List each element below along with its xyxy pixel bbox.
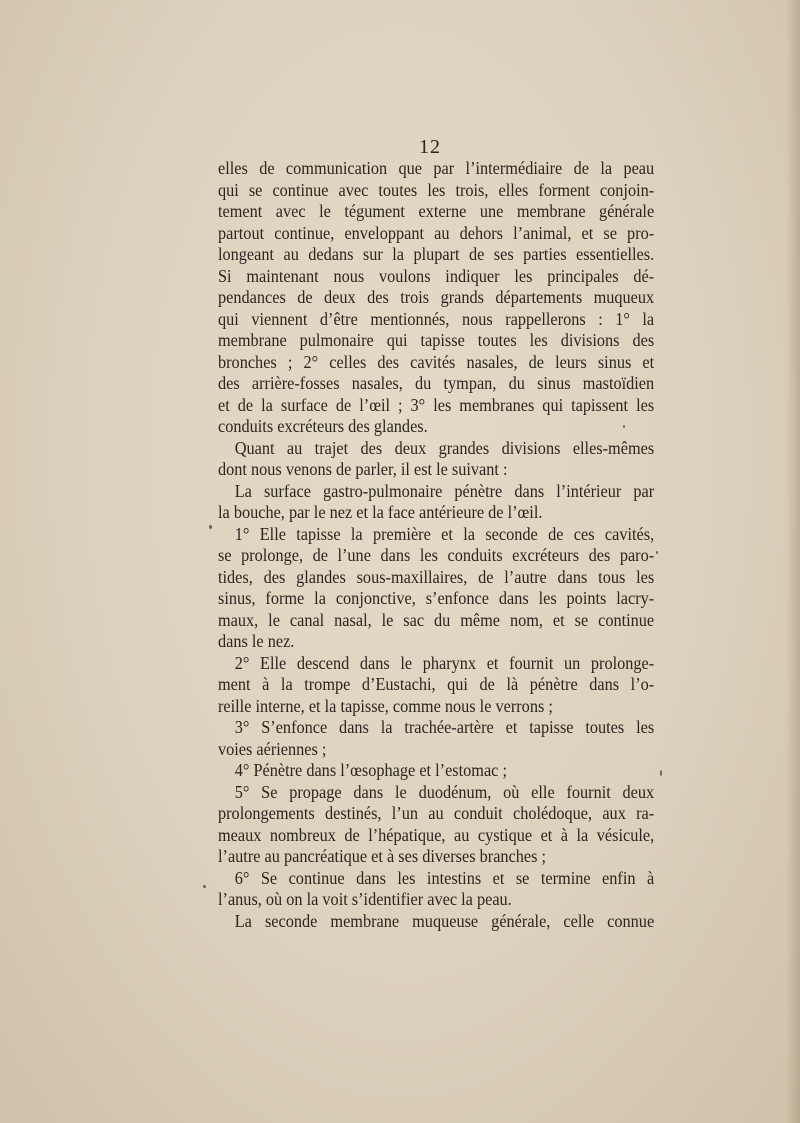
- page-edge-shadow: [786, 0, 800, 1123]
- text-line: 2° Elle descend dans le pharynx et fournit un prolonge-: [234, 652, 655, 673]
- body-text: [218, 158, 655, 932]
- text-line: la bouche, par le nez et la face antérieure de l’œil.: [218, 502, 543, 522]
- paper-speck: [623, 425, 625, 428]
- text-line: dans le nez.: [218, 631, 295, 651]
- text-line: ment à la trompe d’Eustachi, qui de là pénètre dans l’o-: [218, 674, 655, 694]
- text-line: qui viennent d’être mentionnés, nous rappellerons : 1° la: [218, 308, 655, 329]
- text-line: Si maintenant nous voulons indiquer les principales dé-: [218, 265, 655, 286]
- text-line: voies aériennes ;: [218, 738, 327, 759]
- paper-speck: [203, 885, 206, 888]
- text-line: conduits excréteurs des glandes.: [218, 416, 428, 436]
- text-line: l’autre au pancréatique et à ses diverses branches ;: [218, 846, 547, 866]
- text-line: 1° Elle tapisse la première et la seconde de ces cavités,: [234, 523, 655, 544]
- text-line: et de la surface de l’œil ; 3° les membranes qui tapissent les: [218, 394, 655, 415]
- text-line: elles de communication que par l’intermédiaire de la peau: [218, 158, 655, 178]
- text-line: se prolonge, de l’une dans les conduits excréteurs des paro-: [218, 545, 655, 565]
- text-line: 3° S’enfonce dans la trachée-artère et tapisse toutes les: [234, 717, 655, 737]
- text-line: reille interne, et la tapisse, comme nous le verrons ;: [218, 695, 553, 716]
- text-line: dont nous venons de parler, il est le suivant :: [218, 459, 508, 479]
- paper-speck: [660, 770, 662, 776]
- text-line: partout continue, enveloppant au dehors l’animal, et se pro-: [218, 222, 655, 243]
- paper-speck: [209, 525, 212, 529]
- text-line: La seconde membrane muqueuse générale, celle connue: [234, 910, 655, 931]
- text-line: meaux nombreux de l’hépatique, au cystique et à la vésicule,: [218, 824, 655, 845]
- text-line: 6° Se continue dans les intestins et se termine enfin à: [234, 867, 655, 888]
- text-line: l’anus, où on la voit s’identifier avec la peau.: [218, 889, 512, 909]
- page-number: 12: [419, 136, 441, 158]
- text-line: tement avec le tégument externe une membrane générale: [218, 201, 655, 221]
- text-line: des arrière-fosses nasales, du tympan, du sinus mastoïdien: [218, 373, 655, 393]
- text-line: qui se continue avec toutes les trois, elles forment conjoin-: [218, 179, 655, 200]
- text-line: membrane pulmonaire qui tapisse toutes les divisions des: [218, 330, 655, 350]
- text-line: 4° Pénètre dans l’œsophage et l’estomac ;: [234, 760, 507, 780]
- text-line: sinus, forme la conjonctive, s’enfonce dans les points lacry-: [218, 588, 655, 608]
- text-line: longeant au dedans sur la plupart de ses parties essentielles.: [218, 244, 655, 264]
- text-line: maux, le canal nasal, le sac du même nom, et se continue: [218, 609, 655, 630]
- text-line: tides, des glandes sous-maxillaires, de l’autre dans tous les: [218, 566, 655, 587]
- text-line: pendances de deux des trois grands départements muqueux: [218, 287, 655, 307]
- text-line: bronches ; 2° celles des cavités nasales, de leurs sinus et: [218, 351, 655, 372]
- text-line: La surface gastro-pulmonaire pénètre dans l’intérieur par: [234, 480, 655, 501]
- text-line: Quant au trajet des deux grandes divisions elles-mêmes: [234, 437, 655, 458]
- text-line: prolongements destinés, l’un au conduit cholédoque, aux ra-: [218, 803, 655, 823]
- text-line: 5° Se propage dans le duodénum, où elle fournit deux: [234, 781, 655, 802]
- paper-speck: [656, 551, 658, 554]
